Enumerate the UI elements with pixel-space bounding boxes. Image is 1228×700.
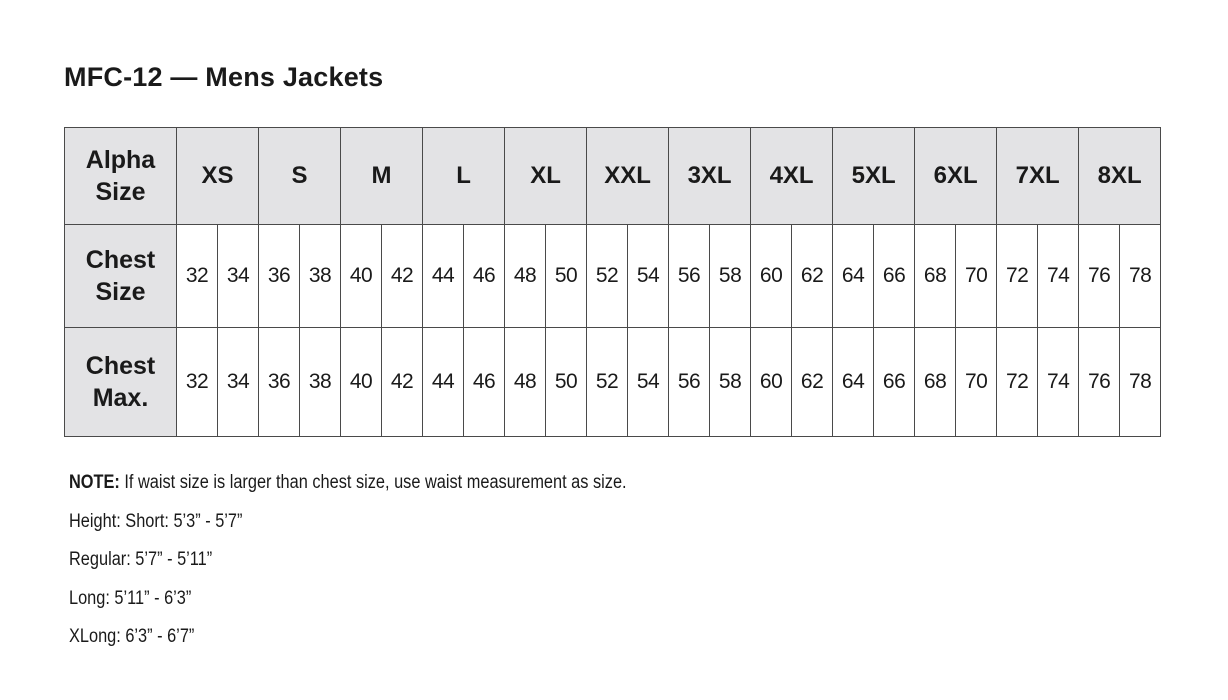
chest-value-cell: 36: [259, 225, 300, 328]
chest-value-cell: 64: [833, 225, 874, 328]
chest-value-cell: 66: [874, 225, 915, 328]
row-label: [65, 225, 177, 328]
alpha-size-cell: 6XL: [915, 128, 997, 225]
chest-value-cell: 76: [1079, 225, 1120, 328]
chest-value-cell: 70: [956, 225, 997, 328]
row-label-line: Chest: [85, 246, 156, 274]
page-title: MFC-12 — Mens Jackets: [64, 62, 384, 92]
chest-value-cell: 38: [300, 328, 341, 437]
row-label: [65, 328, 177, 437]
chest-value-cell: 42: [382, 225, 423, 328]
chest-value-cell: 68: [915, 328, 956, 437]
alpha-size-cell: 5XL: [833, 128, 915, 225]
notes-section: [69, 464, 627, 657]
row-label-line: Size: [95, 178, 146, 206]
alpha-size-cell: XS: [177, 128, 259, 225]
alpha-size-cell: 8XL: [1079, 128, 1161, 225]
chest-value-cell: 74: [1038, 225, 1079, 328]
chest-value-cell: 52: [587, 328, 628, 437]
chest-value-cell: 72: [997, 328, 1038, 437]
height-xlong-line: XLong: 6’3” - 6’7”: [69, 626, 195, 647]
chest-value-cell: 78: [1120, 328, 1161, 437]
chest-value-cell: 74: [1038, 328, 1079, 437]
chest-value-cell: 42: [382, 328, 423, 437]
chest-value-cell: 40: [341, 225, 382, 328]
chest-value-cell: 44: [423, 328, 464, 437]
alpha-size-row: [65, 128, 1161, 225]
row-label-line: Size: [95, 278, 146, 306]
chest-value-cell: 60: [751, 328, 792, 437]
chest-value-cell: 38: [300, 225, 341, 328]
alpha-size-cell: L: [423, 128, 505, 225]
chest-value-cell: 54: [628, 328, 669, 437]
chest-value-cell: 70: [956, 328, 997, 437]
row-label-line: Alpha: [85, 146, 156, 174]
chest-value-cell: 50: [546, 328, 587, 437]
alpha-size-cell: M: [341, 128, 423, 225]
chest-value-cell: 64: [833, 328, 874, 437]
chest-value-cell: 58: [710, 328, 751, 437]
chest-value-cell: 56: [669, 225, 710, 328]
chest-value-cell: 32: [177, 225, 218, 328]
chest-value-cell: 78: [1120, 225, 1161, 328]
chest-value-cell: 32: [177, 328, 218, 437]
alpha-size-cell: S: [259, 128, 341, 225]
chest-value-cell: 44: [423, 225, 464, 328]
size-chart-table: [64, 127, 1161, 437]
chest-value-cell: 48: [505, 328, 546, 437]
row-label-line: Chest: [85, 352, 156, 380]
chest-value-cell: 58: [710, 225, 751, 328]
chest-value-cell: 34: [218, 328, 259, 437]
note-line: [69, 464, 627, 503]
chest-value-cell: 62: [792, 225, 833, 328]
chest-value-cell: 36: [259, 328, 300, 437]
chest-value-cell: 34: [218, 225, 259, 328]
chest-value-cell: 40: [341, 328, 382, 437]
chest-value-cell: 46: [464, 225, 505, 328]
alpha-size-cell: 4XL: [751, 128, 833, 225]
note-label: NOTE:: [69, 472, 120, 493]
height-short-line: Height: Short: 5’3” - 5’7”: [69, 510, 243, 532]
chest-value-cell: 76: [1079, 328, 1120, 437]
row-label-line: Max.: [92, 384, 149, 412]
note-text: If waist size is larger than chest size, use waist measurement as size.: [119, 472, 627, 493]
alpha-size-cell: 7XL: [997, 128, 1079, 225]
row-label: [65, 128, 177, 225]
chest-max-row: [65, 328, 1161, 437]
alpha-size-cell: XL: [505, 128, 587, 225]
alpha-size-cell: XXL: [587, 128, 669, 225]
alpha-size-cell: 3XL: [669, 128, 751, 225]
chest-value-cell: 56: [669, 328, 710, 437]
height-long-line: Long: 5’11” - 6’3”: [69, 587, 192, 609]
chest-value-cell: 60: [751, 225, 792, 328]
chest-value-cell: 72: [997, 225, 1038, 328]
chest-value-cell: 54: [628, 225, 669, 328]
chest-value-cell: 46: [464, 328, 505, 437]
chest-value-cell: 66: [874, 328, 915, 437]
height-regular-line: Regular: 5’7” - 5’11”: [69, 549, 213, 570]
chest-size-row: [65, 225, 1161, 328]
chest-value-cell: 62: [792, 328, 833, 437]
chest-value-cell: 52: [587, 225, 628, 328]
chest-value-cell: 68: [915, 225, 956, 328]
chest-value-cell: 50: [546, 225, 587, 328]
chest-value-cell: 48: [505, 225, 546, 328]
